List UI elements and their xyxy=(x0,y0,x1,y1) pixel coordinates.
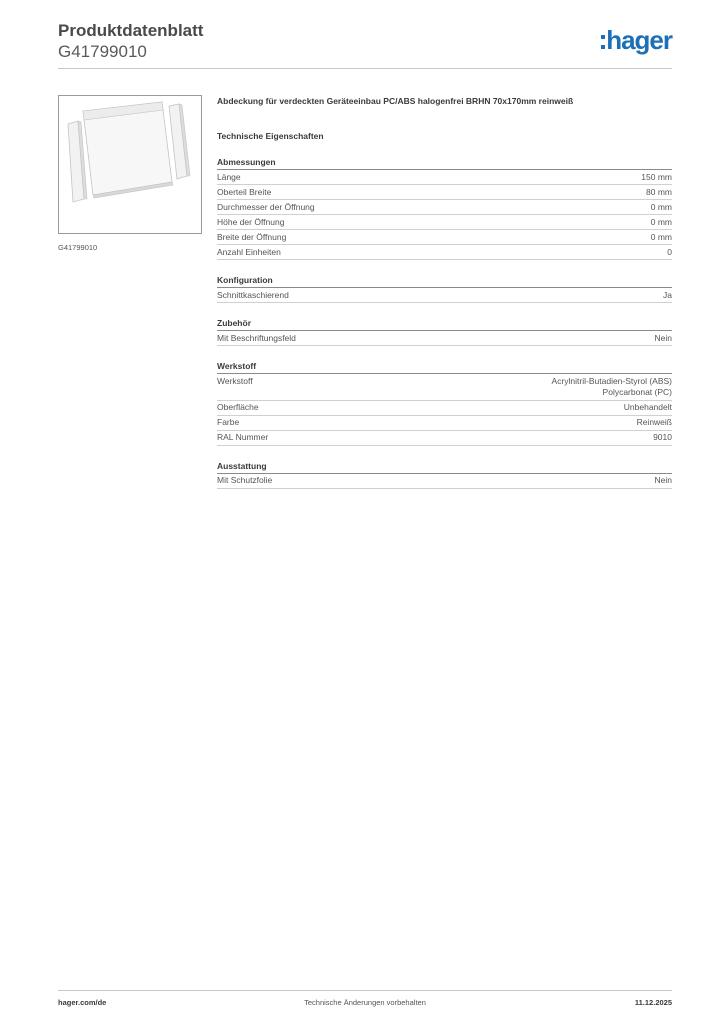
table-row xyxy=(217,331,672,346)
property-label: Mit Beschriftungsfeld xyxy=(217,332,296,343)
property-label: Anzahl Einheiten xyxy=(217,246,281,257)
section-title: Zubehör xyxy=(217,318,672,331)
property-value-line: Polycarbonat (PC) xyxy=(602,387,672,397)
footer-divider xyxy=(58,990,672,991)
table-row xyxy=(217,288,672,303)
product-cover-illustration-icon xyxy=(59,96,201,233)
property-label: RAL Nummer xyxy=(217,432,269,442)
footer-date: 11.12.2025 xyxy=(634,998,672,1007)
section-dimensions xyxy=(217,157,672,260)
property-value: 0 mm xyxy=(650,231,672,242)
section-material xyxy=(217,361,672,446)
property-label: Schnittkaschierend xyxy=(217,289,289,300)
section-title: Konfiguration xyxy=(217,275,672,288)
header-divider xyxy=(58,68,672,69)
property-value: 0 xyxy=(667,246,672,257)
table-row xyxy=(217,431,672,446)
table-row xyxy=(217,416,672,431)
property-value: 150 mm xyxy=(641,171,672,182)
logo-text: hager xyxy=(606,25,672,55)
footer-notice: Technische Änderungen vorbehalten xyxy=(304,998,426,1007)
property-value: Ja xyxy=(663,289,672,300)
section-accessories xyxy=(217,318,672,346)
property-label: Werkstoff xyxy=(217,375,253,386)
section-title: Abmessungen xyxy=(217,157,672,170)
property-value: 0 mm xyxy=(650,201,672,212)
table-row xyxy=(217,200,672,215)
property-label: Mit Schutzfolie xyxy=(217,475,273,485)
property-value-line: Acrylnitril-Butadien-Styrol (ABS) xyxy=(551,375,672,386)
table-row xyxy=(217,230,672,245)
table-row xyxy=(217,401,672,416)
table-row xyxy=(217,170,672,185)
hager-logo xyxy=(601,26,672,54)
table-row xyxy=(217,185,672,200)
footer-website-link[interactable]: hager.com/de xyxy=(58,998,107,1007)
property-label: Breite der Öffnung xyxy=(217,231,287,242)
technical-properties-heading: Technische Eigenschaften xyxy=(217,131,324,141)
section-title: Ausstattung xyxy=(217,461,672,474)
table-row xyxy=(217,374,672,401)
product-details xyxy=(217,95,672,489)
property-label: Farbe xyxy=(217,417,240,427)
property-value: Nein xyxy=(654,332,672,343)
page-header xyxy=(58,20,672,62)
property-label: Länge xyxy=(217,171,241,182)
table-row xyxy=(217,215,672,230)
document-title: Produktdatenblatt xyxy=(58,21,204,40)
property-value: 9010 xyxy=(653,432,672,442)
property-value xyxy=(552,376,672,399)
section-equipment xyxy=(217,461,672,489)
property-value: Unbehandelt xyxy=(623,402,672,412)
property-label: Höhe der Öffnung xyxy=(217,216,285,227)
image-caption: G41799010 xyxy=(58,243,98,252)
product-image xyxy=(58,95,202,234)
section-title: Werkstoff xyxy=(217,361,672,374)
property-label: Oberfläche xyxy=(217,402,259,412)
section-configuration xyxy=(217,275,672,303)
logo-dots-icon xyxy=(601,35,605,49)
property-value: Reinweiß xyxy=(636,417,672,427)
property-label: Durchmesser der Öffnung xyxy=(217,201,315,212)
property-value: 0 mm xyxy=(650,216,672,227)
table-row xyxy=(217,474,672,489)
property-value: 80 mm xyxy=(646,186,672,197)
product-description: Abdeckung für verdeckten Geräteeinbau PC/ABS halogenfrei BRHN 70x170mm reinweiß xyxy=(217,96,574,106)
property-value: Nein xyxy=(654,475,672,485)
property-label: Oberteil Breite xyxy=(217,186,272,197)
document-number: G41799010 xyxy=(58,42,147,61)
table-row xyxy=(217,245,672,260)
